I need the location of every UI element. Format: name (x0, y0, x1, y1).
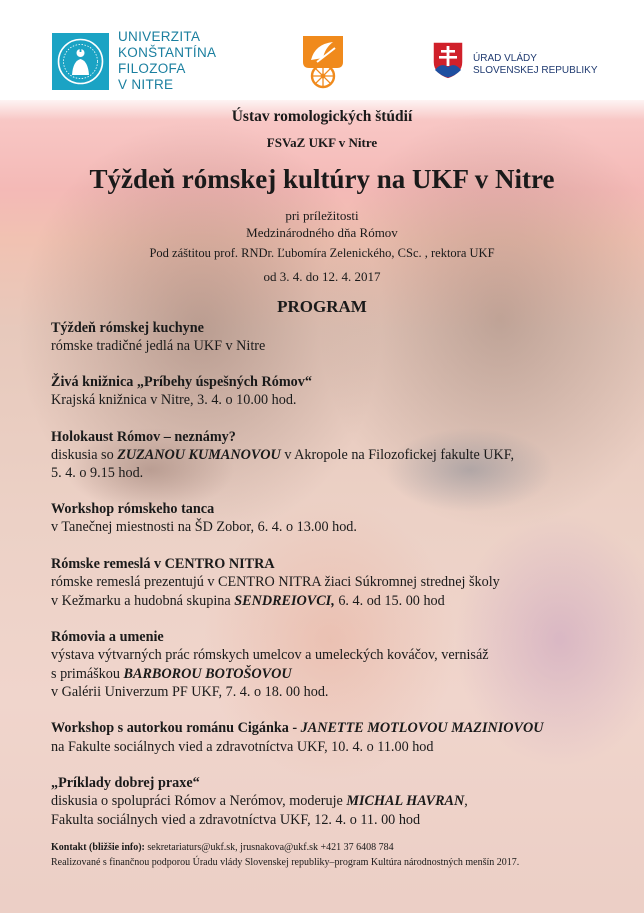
text-run: Workshop s autorkou románu Cigánka - (51, 720, 301, 736)
text-run: s primáškou (51, 666, 124, 682)
text-run: 6. 4. od 15. 00 hod (334, 593, 445, 609)
program-item-line: rómske remeslá prezentujú v CENTRO NITRA žiaci Súkromnej strednej školy (51, 574, 500, 590)
program-item-line: na Fakulte sociálnych vied a zdravotníctva UKF, 10. 4. o 11.00 hod (51, 739, 434, 755)
university-name (118, 29, 248, 93)
contact-label: Kontakt (bližšie info): (51, 842, 145, 853)
contact-text: sekretariaturs@ukf.sk, jrusnakova@ukf.sk +421 37 6408 784 (144, 842, 394, 853)
guest-name: SENDREIOVCI, (234, 593, 335, 609)
guest-name: ZUZANOU KUMANOVOU (117, 447, 281, 463)
program-item-heading: Živá knižnica „Príbehy úspešných Rómov“ (51, 374, 312, 390)
program-item-line (51, 593, 445, 610)
ukf-seal-icon (52, 33, 109, 90)
program-item-line (51, 666, 292, 683)
event-title: Týždeň rómskej kultúry na UKF v Nitre (89, 164, 555, 194)
institute-name: Ústav romologických štúdií (231, 108, 413, 125)
guest-name: BARBOROU BOTOŠOVOU (123, 666, 292, 682)
university-name-line: UNIVERZITA (118, 29, 201, 44)
program-item-line: rómske tradičné jedlá na UKF v Nitre (51, 338, 266, 354)
header-bar (0, 0, 644, 100)
program-item-line: 5. 4. o 9.15 hod. (51, 465, 144, 481)
university-name-line: KONŠTANTÍNA (118, 45, 217, 60)
program-heading: PROGRAM (277, 297, 367, 316)
program-item-line (51, 793, 468, 810)
funding-note: Realizované s finančnou podporou Úradu vlády Slovenskej republiky–program Kultúra národnostných menšín 2017. (51, 857, 520, 868)
text-run: v Akropole na Filozofickej fakulte UKF, (280, 447, 515, 463)
romani-chakra-icon (299, 32, 347, 90)
event-dates: od 3. 4. do 12. 4. 2017 (263, 269, 381, 284)
slovak-coat-of-arms-icon (431, 40, 465, 80)
program-item-line: v Galérii Univerzum PF UKF, 7. 4. o 18. 00 hod. (51, 684, 329, 700)
program-item-line: Krajská knižnica v Nitre, 3. 4. o 10.00 hod. (51, 392, 297, 408)
program-item-heading: Týždeň rómskej kuchyne (51, 320, 204, 336)
text-run: diskusia so (51, 447, 118, 463)
text-run: , (464, 793, 468, 809)
government-name-line: ÚRAD VLÁDY (473, 53, 537, 64)
program-item-heading: Workshop rómskeho tanca (51, 501, 215, 517)
program-item-heading (51, 720, 543, 737)
program-item-line: Fakulta sociálnych vied a zdravotníctva UKF, 12. 4. o 11. 00 hod (51, 812, 421, 828)
program-item-heading: „Príklady dobrej praxe“ (51, 775, 200, 791)
program-item-heading: Holokaust Rómov – neznámy? (51, 429, 236, 445)
occasion-line-2: Medzinárodného dňa Rómov (246, 225, 398, 240)
government-office-name (473, 53, 598, 77)
occasion-line-1: pri príležitosti (285, 208, 359, 223)
program-item-line: výstava výtvarných prác rómskych umelcov a umeleckých kováčov, vernisáž (51, 647, 489, 663)
guest-name: JANETTE MOTLOVOU MAZINIOVOU (300, 720, 544, 736)
program-item-heading: Rómovia a umenie (51, 629, 164, 645)
guest-name: MICHAL HAVRAN (346, 793, 465, 809)
text-run: diskusia o spolupráci Rómov a Nerómov, moderuje (51, 793, 347, 809)
program-item-heading: Rómske remeslá v CENTRO NITRA (51, 556, 275, 572)
program-item-line: v Tanečnej miestnosti na ŠD Zobor, 6. 4. o 13.00 hod. (51, 519, 357, 535)
faculty-name: FSVaZ UKF v Nitre (266, 135, 378, 150)
university-name-line: FILOZOFA (118, 61, 186, 76)
university-name-line: V NITRE (118, 77, 174, 92)
government-name-line: SLOVENSKEJ REPUBLIKY (473, 65, 598, 76)
text-run: v Kežmarku a hudobná skupina (51, 593, 235, 609)
patronage-line: Pod záštitou prof. RNDr. Ľubomíra Zelenického, CSc. , rektora UKF (149, 246, 495, 260)
contact-line (51, 842, 394, 853)
program-item-line (51, 447, 514, 464)
